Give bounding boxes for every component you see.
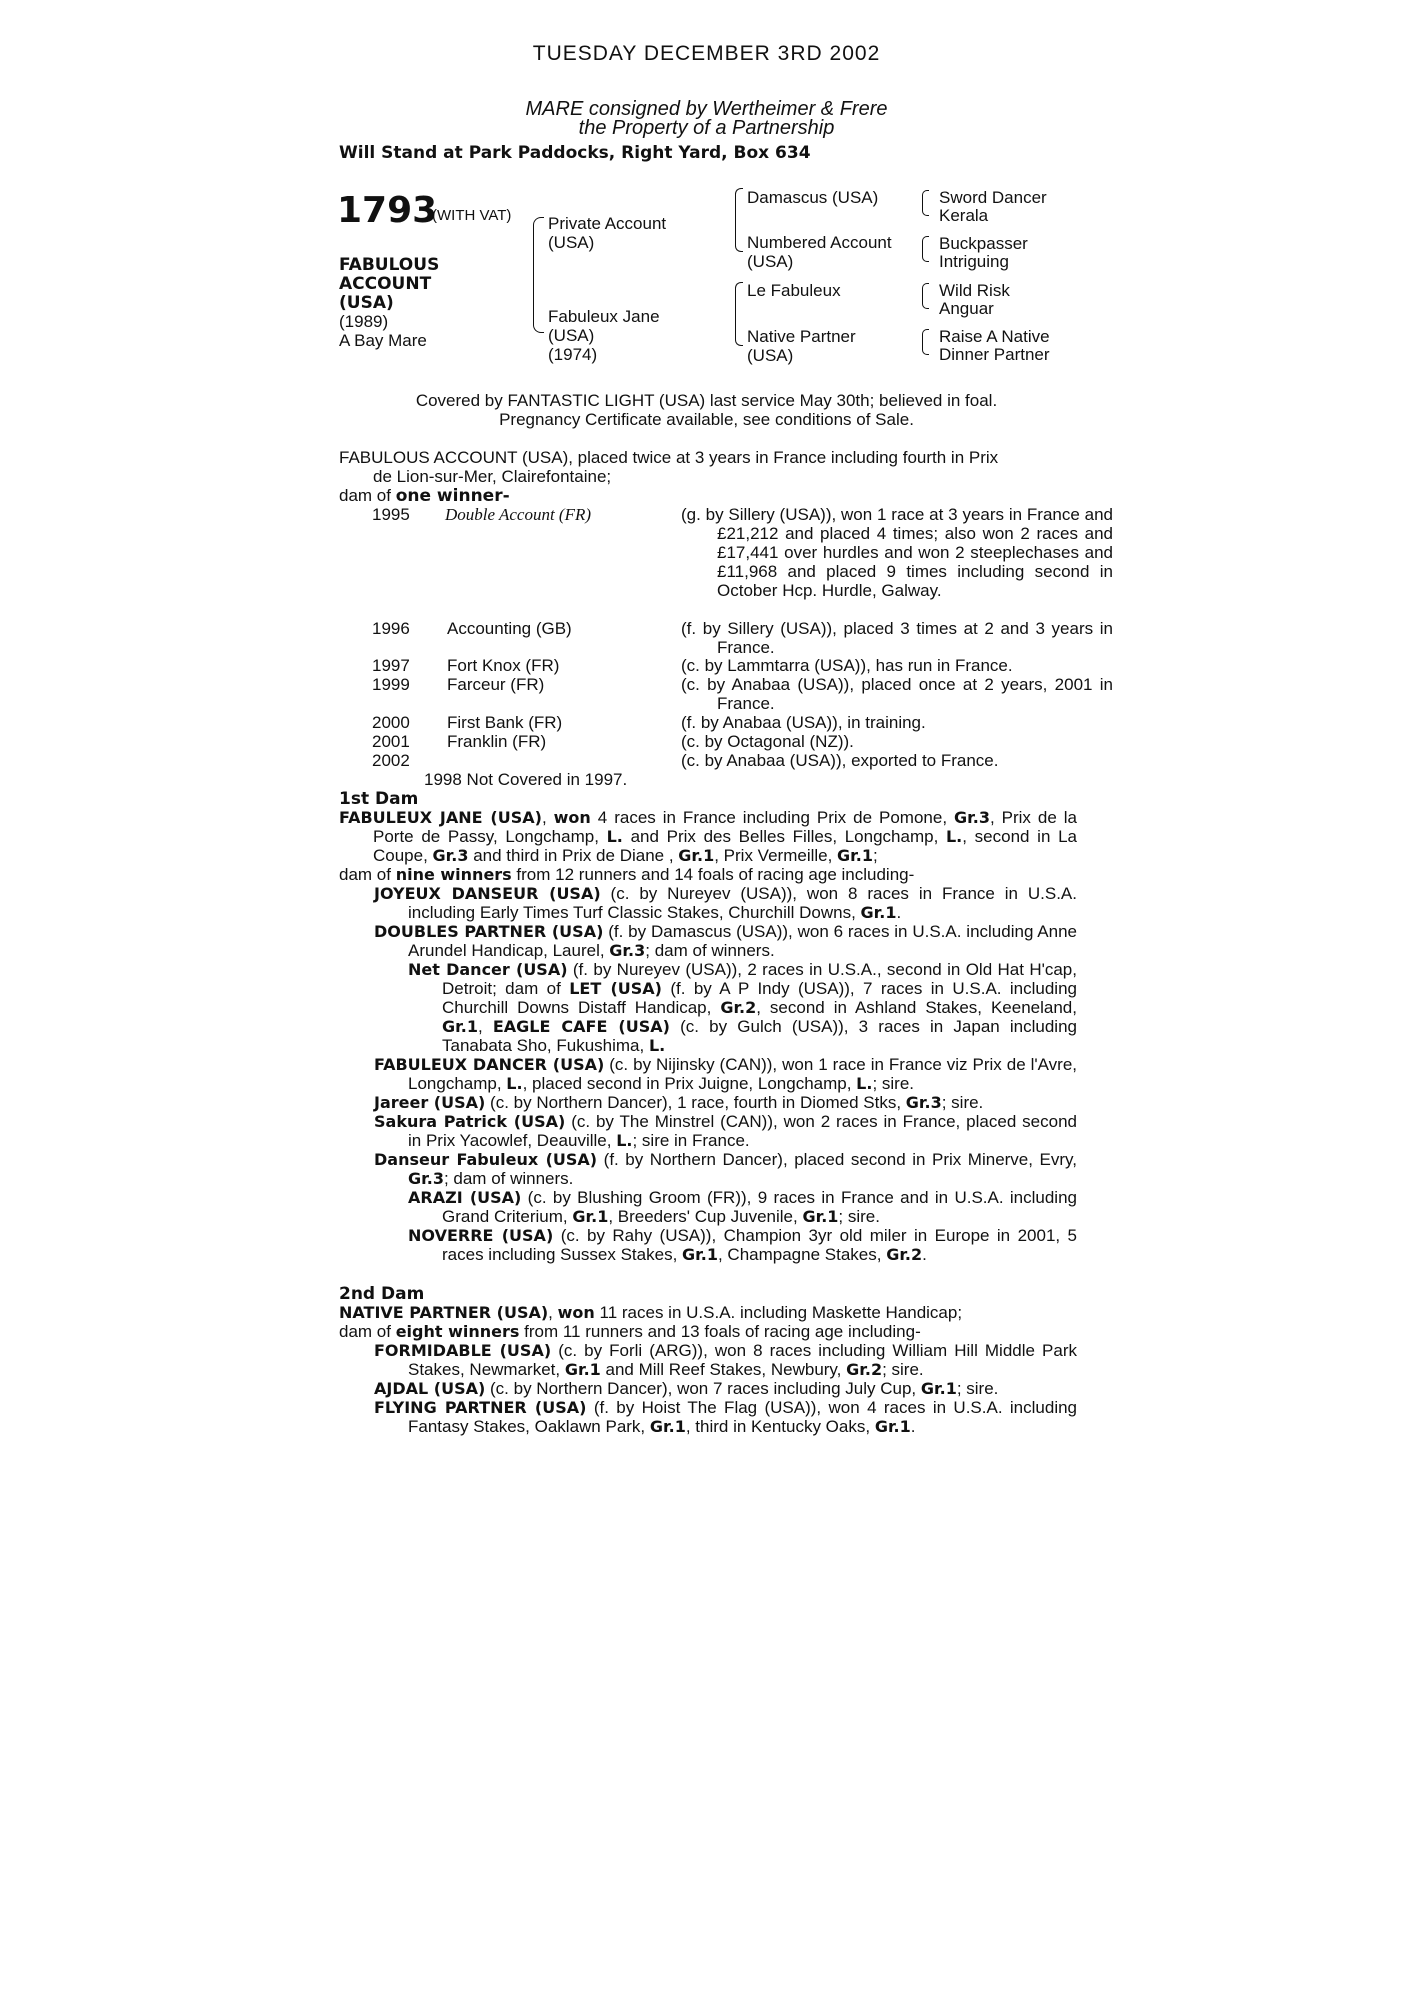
offspring-detail: (c. by Octagonal (NZ)). [681,732,854,751]
pedigree-sire-sire: Damascus (USA) [747,188,879,207]
covered-line-2: Pregnancy Certificate available, see conditions of Sale. [499,410,914,429]
not-covered-note: 1998 Not Covered in 1997. [424,770,628,789]
first-dam-produce-item: Danseur Fabuleux (USA) (f. by Northern Dancer), placed second in Prix Minerve, Evry, Gr.3; dam of winners. [374,1150,1077,1188]
pedigree-dam-sire: Le Fabuleux [747,281,841,300]
offspring-year: 2001 [372,732,410,751]
pedigree-ggd-4: Dinner Partner [939,345,1050,364]
produce-intro-line-1: FABULOUS ACCOUNT (USA), placed twice at 3 years in France including fourth in Prix [339,448,999,467]
pedigree-dam-dam: Native Partner [747,327,856,346]
first-dam-section [339,808,1077,1264]
second-dam-section [339,1303,1077,1436]
first-dam-grandproduce-item: ARAZI (USA) (c. by Blushing Groom (FR)), 9 races in France and in U.S.A. including Grand Criterium, Gr.1, Breeders' Cup Juvenile, Gr.1; sire. [408,1188,1077,1226]
offspring-name: First Bank (FR) [447,713,563,732]
page-date: TUESDAY DECEMBER 3RD 2002 [532,42,881,65]
pedigree-sire: Private Account [548,214,667,233]
vat-note: (WITH VAT) [432,207,512,224]
offspring-year: 1999 [372,675,410,694]
pedigree-brace-dd [922,329,929,355]
pedigree-dam-dam-country: (USA) [747,346,794,365]
lot-number: 1793 [337,190,438,231]
offspring-row [372,751,1077,770]
offspring-name: Accounting (GB) [447,619,572,638]
first-dam-produce-item: Sakura Patrick (USA) (c. by The Minstrel (CAN)), won 2 races in France, placed second in Prix Yacowlef, Deauville, L.; sire in France. [374,1112,1077,1150]
first-dam-produce-item: JOYEUX DANSEUR (USA) (c. by Nureyev (USA)), won 8 races in France in U.S.A. including Early Times Turf Classic Stakes, Churchill Downs, Gr.1. [374,884,1077,922]
horse-description: A Bay Mare [339,331,427,350]
first-dam-produce-summary: dam of nine winners from 12 runners and 14 foals of racing age including- [339,865,915,884]
offspring-detail: (c. by Lammtarra (USA)), has run in France. [681,656,1013,675]
consignor-line-2: the Property of a Partnership [578,117,835,139]
first-dam-produce-item: Jareer (USA) (c. by Northern Dancer), 1 race, fourth in Diomed Stks, Gr.3; sire. [374,1093,984,1112]
offspring-row [372,713,1077,732]
pedigree-ggs-2: Buckpasser [939,234,1028,253]
offspring-detail: (c. by Anabaa (USA)), exported to France. [681,751,999,770]
offspring-year: 1997 [372,656,410,675]
first-dam-produce-item: FABULEUX DANCER (USA) (c. by Nijinsky (CAN)), won 1 race in France viz Prix de l'Avre, Longchamp, L., placed second in Prix Juigne, Longchamp, L.; sire. [374,1055,1078,1093]
first-dam-record: FABULEUX JANE (USA), won 4 races in France including Prix de Pomone, Gr.3, Prix de la Porte de Passy, Longchamp, L. and Prix des Belles Filles, Longchamp, L., second in La Coupe, Gr.3 and third in Prix de Diane , Gr.1, Prix Vermeille, Gr.1; [339,808,1078,865]
pedigree-brace-ds [922,283,929,309]
horse-name-line-2: ACCOUNT [339,274,432,294]
offspring-row [372,732,1077,751]
pedigree-sire-dam: Numbered Account [747,233,892,252]
pedigree-brace-dam [735,282,743,346]
dam-of-line: dam of one winner- [339,486,510,506]
second-dam-produce-summary: dam of eight winners from 11 runners and 13 foals of racing age including- [339,1322,921,1341]
offspring-detail: (g. by Sillery (USA)), won 1 race at 3 years in France and £21,212 and placed 4 times; also won 2 races and £17,441 over hurdles and won 2 steeplechases and £11,968 and placed 9 times including second in October Hcp. Hurdle, Galway. [681,505,1113,600]
pedigree-ggs-1: Sword Dancer [939,188,1047,207]
pedigree-ggs-3: Wild Risk [939,281,1010,300]
offspring-year: 2000 [372,713,410,732]
offspring-detail: (c. by Anabaa (USA)), placed once at 2 years, 2001 in France. [681,675,1113,713]
second-dam-record: NATIVE PARTNER (USA), won 11 races in U.S.A. including Maskette Handicap; [339,1303,963,1322]
offspring-year: 1996 [372,619,410,638]
offspring-name: Double Account (FR) [445,505,592,524]
second-dam-produce-item: FLYING PARTNER (USA) (f. by Hoist The Flag (USA)), won 4 races in U.S.A. including Fantasy Stakes, Oaklawn Park, Gr.1, third in Kentucky Oaks, Gr.1. [374,1398,1078,1436]
consignor-line-1: MARE consigned by Wertheimer & Frere [525,98,888,120]
offspring-detail: (f. by Sillery (USA)), placed 3 times at 2 and 3 years in France. [681,619,1113,657]
offspring-name: Fort Knox (FR) [447,656,560,675]
pedigree-dam: Fabuleux Jane [548,307,660,326]
pedigree-brace-ss [922,190,929,216]
pedigree-ggd-3: Anguar [939,299,994,318]
first-dam-grandproduce-item: Net Dancer (USA) (f. by Nureyev (USA)), 2 races in U.S.A., second in Old Hat H'cap, Detroit; dam of LET (USA) (f. by A P Indy (USA)), 7 races in U.S.A. including Churchill Downs Distaff Handicap, Gr.2, second in Ashland Stakes, Keeneland, Gr.1, EAGLE CAFE (USA) (c. by Gulch (USA)), 3 races in Japan including Tanabata Sho, Fukushima, L. [408,960,1077,1055]
offspring-row [372,505,1113,625]
second-dam-produce-item: AJDAL (USA) (c. by Northern Dancer), won 7 races including July Cup, Gr.1; sire. [374,1379,999,1398]
first-dam-heading: 1st Dam [339,789,419,809]
offspring-year: 2002 [372,751,410,770]
pedigree-sire-country: (USA) [548,233,595,252]
pedigree-ggd-2: Intriguing [939,252,1009,271]
horse-name-line-3: (USA) [339,293,394,313]
pedigree-sire-dam-country: (USA) [747,252,794,271]
offspring-detail: (f. by Anabaa (USA)), in training. [681,713,926,732]
horse-name-line-1: FABULOUS [339,255,440,275]
first-dam-produce-item: DOUBLES PARTNER (USA) (f. by Damascus (USA)), won 6 races in U.S.A. including Anne Arundel Handicap, Laurel, Gr.3; dam of winners. [374,922,1077,960]
covered-line-1: Covered by FANTASTIC LIGHT (USA) last service May 30th; believed in foal. [415,391,998,410]
offspring-row [372,656,1077,675]
pedigree-brace-sd [922,236,929,262]
offspring-name: Franklin (FR) [447,732,547,751]
pedigree-brace-sire [735,188,743,252]
pedigree-brace-main [533,217,544,333]
pedigree-ggs-4: Raise A Native [939,327,1050,346]
second-dam-produce-item: FORMIDABLE (USA) (c. by Forli (ARG)), won 8 races including William Hill Middle Park Stakes, Newmarket, Gr.1 and Mill Reef Stakes, Newbury, Gr.2; sire. [374,1341,1077,1379]
offspring-year: 1995 [372,505,410,524]
pedigree-dam-year: (1974) [548,345,598,364]
first-dam-grandproduce-item: NOVERRE (USA) (c. by Rahy (USA)), Champion 3yr old miler in Europe in 2001, 5 races including Sussex Stakes, Gr.1, Champagne Stakes, Gr.2. [408,1226,1078,1264]
horse-year: (1989) [339,312,389,331]
offspring-row [372,619,1113,657]
second-dam-heading: 2nd Dam [339,1284,425,1304]
pedigree-dam-country: (USA) [548,326,595,345]
offspring-row [372,675,1113,713]
offspring-name: Farceur (FR) [447,675,545,694]
stand-location: Will Stand at Park Paddocks, Right Yard, Box 634 [339,143,811,163]
pedigree-ggd-1: Kerala [939,206,989,225]
produce-intro-line-2: de Lion-sur-Mer, Clairefontaine; [373,467,612,486]
